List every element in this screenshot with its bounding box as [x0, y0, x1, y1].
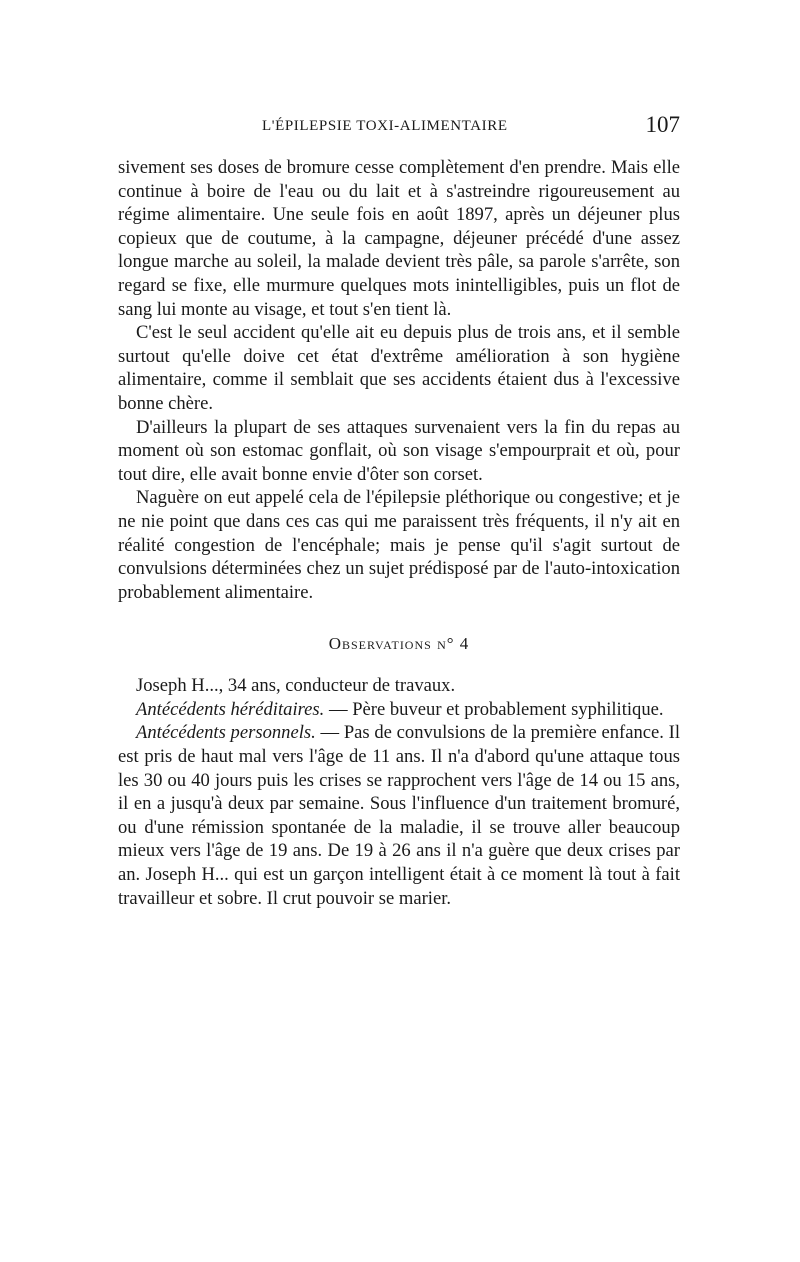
paragraph-continued: sivement ses doses de bromure cesse complètement d'en prendre. Mais elle continue à boire de l'eau ou du lait et à s'astreindre rigoureusement au régime alimentaire. Une seule fois en août 1897, après un déjeuner plus copieux que de coutume, à la campagne, déjeuner précédé d'une assez longue marche au soleil, la malade devient très pâle, sa parole s'arrête, son regard se fixe, elle murmure quelques mots inintelligibles, puis un flot de sang lui monte au visage, et tout s'en tient là.: [118, 157, 680, 320]
hereditary-text: — Père buveur et probablement syphilitique.: [324, 698, 664, 720]
book-page: [118, 112, 680, 910]
hereditary-label: Antécédents héréditaires.: [136, 698, 325, 720]
running-title: L'ÉPILEPSIE TOXI-ALIMENTAIRE: [262, 118, 508, 134]
patient-line: Joseph H..., 34 ans, conducteur de travaux.: [136, 675, 456, 697]
paragraph: D'ailleurs la plupart de ses attaques survenaient vers la fin du repas au moment où son estomac gonflait, où son visage s'empourprait et où, pour tout dire, elle avait bonne envie d'ôter son corset.: [118, 416, 680, 485]
personal-history: [118, 721, 680, 910]
paragraph: Naguère on eut appelé cela de l'épilepsie pléthorique ou congestive; et je ne nie point que dans ces cas qui me paraissent très fréquents, il n'y ait en réalité congestion de l'encéphale; mais je pense qu'il s'agit surtout de convulsions déterminées chez un sujet prédisposé par de l'auto-intoxication probablement alimentaire.: [118, 487, 680, 603]
personal-text: — Pas de convulsions de la première enfance. Il est pris de haut mal vers l'âge de 11 ans. Il n'a d'abord qu'une attaque tous les 30 ou 40 jours puis les crises se rapprochent vers l'âge de 14 ou 15 ans, il en a jusqu'à deux par semaine. Sous l'influence d'un traitement bromuré, ou d'une rémission spontanée de la maladie, il se trouve aller beaucoup mieux vers l'âge de 19 ans. De 19 à 26 ans il n'a guère que deux crises par an. Joseph H... qui est un garçon intelligent était à ce moment là tout à fait travailleur et sobre. Il crut pouvoir se marier.: [118, 722, 680, 909]
body-text: [118, 156, 680, 604]
page-number: 107: [645, 112, 680, 137]
personal-label: Antécédents personnels.: [136, 722, 316, 744]
observation-section: [118, 674, 680, 910]
paragraph: C'est le seul accident qu'elle ait eu depuis plus de trois ans, et il semble surtout qu'elle doive cet état d'extrême amélioration à son hygiène alimentaire, comme il semblait que ses accidents étaient dus à l'excessive bonne chère.: [118, 322, 680, 414]
hereditary-history: [118, 698, 680, 722]
running-header: [118, 112, 680, 142]
observation-heading: Observations n° 4: [328, 634, 470, 654]
